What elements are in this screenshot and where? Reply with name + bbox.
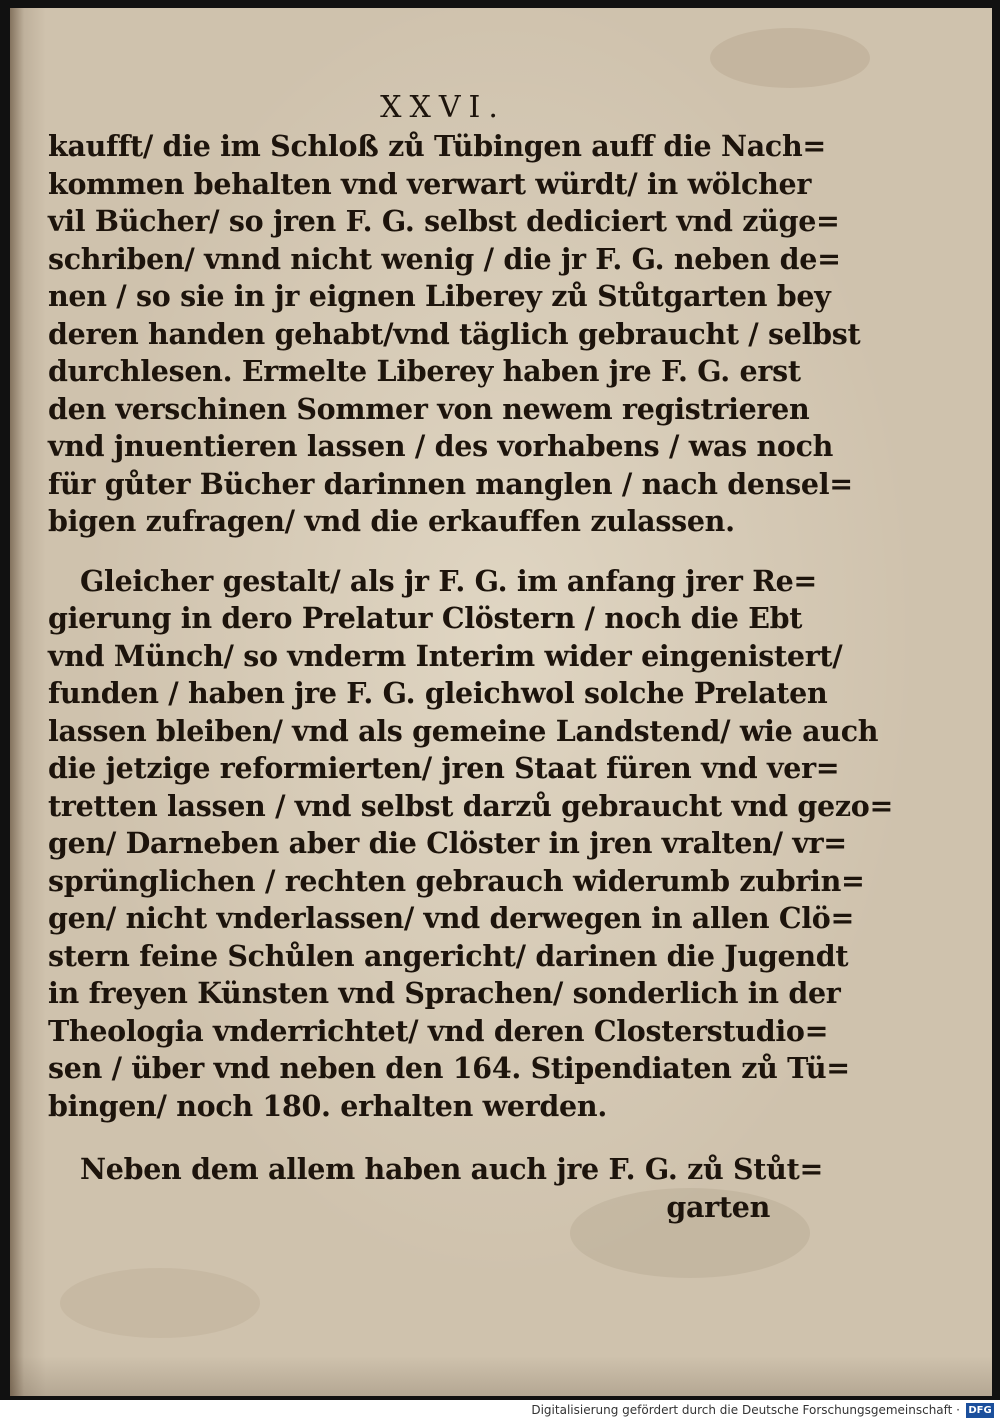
text-line: für gůter Bücher darinnen manglen / nach densel=	[48, 466, 853, 501]
text-line: bigen zufragen/ vnd die erkauffen zulassen.	[48, 504, 735, 538]
text-line: vnd Münch/ so vnderm Interim wider eingenistert/	[48, 638, 843, 673]
text-line: gierung in dero Prelatur Clöstern / noch die Ebt	[48, 601, 803, 635]
paragraph-1	[48, 128, 861, 541]
text-line: stern feine Schůlen angericht/ darinen die Jugendt	[48, 938, 849, 973]
text-line: tretten lassen / vnd selbst darzů gebraucht vnd gezo=	[48, 788, 894, 823]
text-line: bingen/ noch 180. erhalten werden.	[48, 1088, 607, 1123]
text-line: sprünglichen / rechten gebrauch widerumb zubrin=	[48, 863, 865, 898]
text-line: sen / über vnd neben den 164. Stipendiaten zů Tü=	[48, 1051, 850, 1085]
paragraph-3	[48, 1151, 824, 1226]
page-header-number: XXVI.	[380, 90, 506, 125]
catchword: garten	[666, 1189, 770, 1224]
book-page	[10, 8, 992, 1396]
text-line: kommen behalten vnd verwart würdt/ in wölcher	[48, 166, 812, 201]
text-line: deren handen gehabt/vnd täglich gebraucht / selbst	[48, 316, 861, 351]
text-line: nen / so sie in jr eignen Liberey zů Stůtgarten bey	[48, 279, 831, 313]
paragraph-2	[48, 563, 894, 1126]
paragraph-spacer	[48, 541, 778, 563]
text-line: funden / haben jre F. G. gleichwol solche Prelaten	[48, 676, 828, 710]
paragraph-spacer	[48, 1125, 778, 1151]
text-line: gen/ nicht vnderlassen/ vnd derwegen in allen Clö=	[48, 901, 855, 935]
text-line: gen/ Darneben aber die Clöster in jren vralten/ vr=	[48, 826, 847, 860]
funding-notice: Digitalisierung gefördert durch die Deutsche Forschungsgemeinschaft ·	[531, 1403, 960, 1417]
text-line: Neben dem allem haben auch jre F. G. zů Stůt=	[80, 1152, 824, 1186]
text-line: durchlesen. Ermelte Liberey haben jre F. G. erst	[48, 354, 801, 388]
text-line: vnd jnuentieren lassen / des vorhabens / was noch	[48, 429, 834, 463]
text-line: Gleicher gestalt/ als jr F. G. im anfang jrer Re=	[80, 563, 818, 598]
page-text	[48, 88, 894, 1226]
text-line: schriben/ vnnd nicht wenig / die jr F. G. neben de=	[48, 241, 841, 276]
text-line: lassen bleiben/ vnd als gemeine Landstend/ wie auch	[48, 713, 879, 748]
text-line: die jetzige reformierten/ jren Staat füren vnd ver=	[48, 751, 840, 785]
text-line: den verschinen Sommer von newem registrieren	[48, 391, 810, 426]
dfg-logo: DFG	[966, 1403, 994, 1418]
text-line: Theologia vnderrichtet/ vnd deren Closterstudio=	[48, 1013, 829, 1048]
footer-bar	[0, 1400, 1000, 1422]
text-line: vil Bücher/ so jren F. G. selbst dediciert vnd züge=	[48, 204, 840, 238]
paper-stain	[60, 1268, 260, 1338]
text-line: in freyen Künsten vnd Sprachen/ sonderlich in der	[48, 976, 841, 1010]
text-line: kaufft/ die im Schloß zů Tübingen auff die Nach=	[48, 129, 826, 163]
paper-stain	[710, 28, 870, 88]
